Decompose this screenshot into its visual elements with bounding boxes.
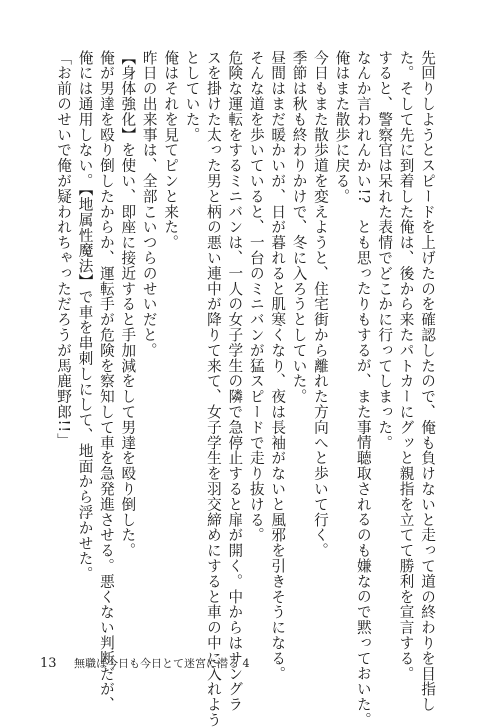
text-line: 俺はそれを見てピンと来た。 <box>162 50 180 251</box>
text-line: なんか言われんかい!? とも思ったりもするが、また事情聴取されるのも嫌なので黙っておいた。 <box>354 50 372 728</box>
text-line: スを掛けた太った男と柄の悪い連中が降りて来て、女子学生を羽交締めにすると車の中に入れよう <box>204 50 222 728</box>
text-line: 昨日の出来事は、全部こいつらのせいだと。 <box>140 50 158 358</box>
text-line: そんな道を歩いていると、一台のミニバンが猛スピードで走り抜ける。 <box>247 50 265 543</box>
text-line: すると、警察官は呆れた表情でどこかに行ってしまった。 <box>376 50 394 451</box>
text-line: 【身体強化】を使い、即座に接近すると手加減をして男達を殴り倒した。 <box>119 50 137 559</box>
text-line: 季節は秋も終わりかけで、冬に入ろうとしていた。 <box>290 50 308 405</box>
page-footer <box>40 655 250 671</box>
text-line: 俺が男達を殴り倒したからか、運転手が危険を察知して車を急発進させる。悪くない判断だが、 <box>97 50 115 713</box>
text-line: としていた。 <box>183 50 201 143</box>
text-line: 危険な運転をするミニバンは、一人の女子学生の隣で急停止すると扉が開く。中からはサングラ <box>226 50 244 713</box>
text-line: た。そして先に到着した俺は、後から来たパトカーにグッと親指を立てて勝利を宣言する。 <box>397 50 415 682</box>
running-title: 無職は今日も今日とて迷宮に潜る 4 <box>74 657 250 670</box>
page-number: 13 <box>40 656 57 671</box>
text-line: 「お前のせいで俺が疑われちゃっただろうが馬鹿野郎!!」 <box>55 50 73 449</box>
text-line: 俺には通用しない。【地属性魔法】で車を串刺しにして、地面から浮かせた。 <box>76 50 94 582</box>
text-line: 昼間はまだ暖かいが、日が暮れると肌寒くなり、夜は長袖がないと風邪を引きそうになる。 <box>269 50 287 682</box>
text-line: 先回りしようとスピードを上げたのを確認したので、俺も負けないと走って道の終わりを目指し <box>419 50 436 713</box>
text-line: 俺はまた散歩に戻る。 <box>333 50 351 204</box>
text-line: 今日もまた散歩道を変えようと、住宅街から離れた方向へと歩いて行く。 <box>311 50 329 559</box>
